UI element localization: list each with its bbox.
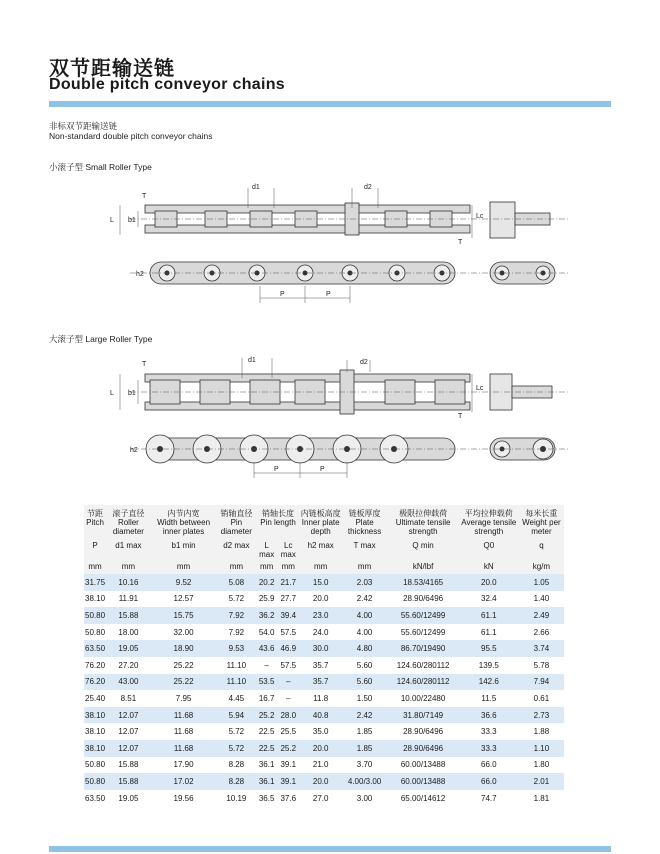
table-cell: 28.0: [277, 707, 300, 724]
table-cell: 25.22: [151, 657, 217, 674]
table-cell: 43.6: [256, 640, 277, 657]
unit-t: mm: [342, 560, 388, 574]
table-cell: 7.92: [216, 624, 256, 641]
large-dim-d1: d1: [248, 357, 256, 364]
table-cell: 33.3: [459, 740, 519, 757]
table-cell: 20.0: [300, 773, 342, 790]
table-cell: 35.7: [300, 657, 342, 674]
table-cell: 31.80/7149: [387, 707, 458, 724]
table-cell: 39.1: [277, 757, 300, 774]
table-cell: 25.5: [277, 723, 300, 740]
table-cell: 1.80: [519, 757, 564, 774]
table-cell: 54.0: [256, 624, 277, 641]
table-cell: 11.8: [300, 690, 342, 707]
unit-p: mm: [84, 560, 106, 574]
page-title-cn: 双节距输送链: [49, 56, 175, 80]
table-cell: 22.5: [256, 740, 277, 757]
sym-q0: Q0: [459, 539, 519, 560]
small-dim-h2: h2: [136, 271, 144, 278]
table-cell: 63.50: [84, 790, 106, 807]
table-cell: 15.88: [106, 607, 151, 624]
unit-q0: kN: [459, 560, 519, 574]
table-cell: 11.68: [151, 723, 217, 740]
table-row: [84, 674, 564, 691]
table-cell: 21.7: [277, 574, 300, 591]
table-cell: 66.0: [459, 773, 519, 790]
large-dim-t-right: T: [458, 413, 463, 420]
large-dim-h2: h2: [130, 447, 138, 454]
table-cell: 11.68: [151, 740, 217, 757]
table-cell: 5.60: [342, 657, 388, 674]
table-cell: 17.02: [151, 773, 217, 790]
table-cell: 50.80: [84, 757, 106, 774]
table-row: [84, 757, 564, 774]
table-cell: 60.00/13488: [387, 757, 458, 774]
small-dim-l: L: [110, 217, 114, 224]
table-cell: 5.08: [216, 574, 256, 591]
large-roller-drawing: [100, 352, 580, 482]
table-cell: 25.2: [277, 740, 300, 757]
small-dim-d2: d2: [364, 184, 372, 191]
table-cell: 61.1: [459, 624, 519, 641]
col-plate-depth-header: 内链板高度 Inner plate depth: [300, 505, 342, 539]
sym-l: L max: [256, 539, 277, 560]
table-cell: 5.72: [216, 740, 256, 757]
table-cell: 40.8: [300, 707, 342, 724]
table-cell: 2.03: [342, 574, 388, 591]
table-cell: 33.3: [459, 723, 519, 740]
table-cell: 124.60/280112: [387, 657, 458, 674]
table-cell: 3.00: [342, 790, 388, 807]
table-cell: 36.1: [256, 773, 277, 790]
table-cell: –: [256, 657, 277, 674]
table-cell: 18.53/4165: [387, 574, 458, 591]
table-cell: 5.60: [342, 674, 388, 691]
table-cell: 28.90/6496: [387, 723, 458, 740]
sym-h2: h2 max: [300, 539, 342, 560]
table-cell: 63.50: [84, 640, 106, 657]
small-dim-p2: P: [326, 291, 331, 298]
spec-table-body: [84, 574, 564, 806]
table-cell: 27.20: [106, 657, 151, 674]
table-cell: 20.2: [256, 574, 277, 591]
table-cell: 3.70: [342, 757, 388, 774]
table-cell: 11.5: [459, 690, 519, 707]
table-cell: 22.5: [256, 723, 277, 740]
table-cell: 17.90: [151, 757, 217, 774]
large-dim-b1: b1: [128, 390, 136, 397]
table-cell: 5.94: [216, 707, 256, 724]
table-cell: 30.0: [300, 640, 342, 657]
table-row: [84, 773, 564, 790]
table-cell: –: [277, 674, 300, 691]
table-cell: 50.80: [84, 624, 106, 641]
table-cell: 18.00: [106, 624, 151, 641]
table-cell: 55.60/12499: [387, 624, 458, 641]
table-cell: 95.5: [459, 640, 519, 657]
table-cell: 66.0: [459, 757, 519, 774]
unit-d1: mm: [106, 560, 151, 574]
table-cell: 12.07: [106, 723, 151, 740]
large-dim-d2: d2: [360, 359, 368, 366]
table-cell: 4.00: [342, 607, 388, 624]
table-cell: 39.1: [277, 773, 300, 790]
table-cell: 2.66: [519, 624, 564, 641]
col-plate-thick-header: 链板厚度 Plate thickness: [342, 505, 388, 539]
table-cell: 57.5: [277, 624, 300, 641]
col-ats-header: 平均拉伸载荷 Average tensile strength: [459, 505, 519, 539]
table-cell: 21.0: [300, 757, 342, 774]
col-pitch-header: 节距 Pitch: [84, 505, 106, 539]
table-cell: 10.19: [216, 790, 256, 807]
table-cell: 36.1: [256, 757, 277, 774]
table-cell: 19.05: [106, 790, 151, 807]
table-cell: 1.85: [342, 723, 388, 740]
table-cell: 1.85: [342, 740, 388, 757]
table-cell: 27.7: [277, 591, 300, 608]
header-row-symbols: [84, 539, 564, 560]
table-cell: 28.90/6496: [387, 591, 458, 608]
table-cell: 10.00/22480: [387, 690, 458, 707]
spec-table: [84, 505, 564, 806]
table-cell: 60.00/13488: [387, 773, 458, 790]
sym-d1: d1 max: [106, 539, 151, 560]
table-cell: 61.1: [459, 607, 519, 624]
section-subtitle-en: Non-standard double pitch conveyor chains: [49, 131, 213, 141]
table-cell: 43.00: [106, 674, 151, 691]
table-cell: 8.51: [106, 690, 151, 707]
sym-d2: d2 max: [216, 539, 256, 560]
table-cell: 2.42: [342, 591, 388, 608]
table-cell: 65.00/14612: [387, 790, 458, 807]
footer-rule: [49, 846, 611, 852]
table-cell: 15.88: [106, 757, 151, 774]
table-row: [84, 723, 564, 740]
table-cell: 11.10: [216, 674, 256, 691]
table-cell: 12.57: [151, 591, 217, 608]
table-cell: 25.40: [84, 690, 106, 707]
table-row: [84, 707, 564, 724]
table-row: [84, 591, 564, 608]
table-cell: 11.91: [106, 591, 151, 608]
header-row-names: [84, 505, 564, 539]
table-cell: 35.0: [300, 723, 342, 740]
table-cell: 20.0: [459, 574, 519, 591]
table-cell: 23.0: [300, 607, 342, 624]
col-uts-header: 极限拉伸载荷 Ultimate tensile strength: [387, 505, 458, 539]
table-cell: 12.07: [106, 740, 151, 757]
table-cell: 76.20: [84, 674, 106, 691]
table-cell: 55.60/12499: [387, 607, 458, 624]
table-cell: 57.5: [277, 657, 300, 674]
table-row: [84, 690, 564, 707]
table-cell: 28.90/6496: [387, 740, 458, 757]
unit-h2: mm: [300, 560, 342, 574]
table-row: [84, 790, 564, 807]
table-cell: 18.90: [151, 640, 217, 657]
table-cell: 139.5: [459, 657, 519, 674]
table-cell: –: [277, 690, 300, 707]
table-cell: 38.10: [84, 723, 106, 740]
sym-t: T max: [342, 539, 388, 560]
table-cell: 37.6: [277, 790, 300, 807]
col-weight-header: 每米长重 Weight per meter: [519, 505, 564, 539]
table-cell: 7.95: [151, 690, 217, 707]
sym-q: Q min: [387, 539, 458, 560]
large-dim-p1: P: [274, 466, 279, 473]
table-row: [84, 657, 564, 674]
table-cell: 76.20: [84, 657, 106, 674]
sym-b1: b1 min: [151, 539, 217, 560]
table-cell: 36.2: [256, 607, 277, 624]
col-roller-header: 滚子直径 Roller diameter: [106, 505, 151, 539]
table-cell: 7.92: [216, 607, 256, 624]
table-cell: 8.28: [216, 757, 256, 774]
table-cell: 24.0: [300, 624, 342, 641]
table-cell: 20.0: [300, 591, 342, 608]
section-subtitle-cn: 非标双节距输送链: [49, 121, 118, 131]
table-cell: 2.49: [519, 607, 564, 624]
table-cell: 142.6: [459, 674, 519, 691]
table-cell: 39.4: [277, 607, 300, 624]
large-dim-p2: P: [320, 466, 325, 473]
table-row: [84, 607, 564, 624]
table-cell: 4.45: [216, 690, 256, 707]
header-rule: [49, 101, 611, 107]
table-cell: 46.9: [277, 640, 300, 657]
large-dim-t-left: T: [142, 361, 147, 368]
table-cell: 9.53: [216, 640, 256, 657]
small-dim-t-right: T: [458, 239, 463, 246]
header-row-units: [84, 560, 564, 574]
table-cell: 1.10: [519, 740, 564, 757]
table-cell: 10.16: [106, 574, 151, 591]
table-row: [84, 640, 564, 657]
table-cell: 4.00: [342, 624, 388, 641]
table-cell: 53.5: [256, 674, 277, 691]
unit-weight: kg/m: [519, 560, 564, 574]
table-cell: 19.05: [106, 640, 151, 657]
col-pin-dia-header: 销轴直径 Pin diameter: [216, 505, 256, 539]
table-cell: 12.07: [106, 707, 151, 724]
table-cell: 15.75: [151, 607, 217, 624]
table-cell: 2.42: [342, 707, 388, 724]
table-cell: 1.50: [342, 690, 388, 707]
table-cell: 5.78: [519, 657, 564, 674]
table-cell: 5.72: [216, 591, 256, 608]
unit-b1: mm: [151, 560, 217, 574]
table-cell: 38.10: [84, 591, 106, 608]
large-dim-lc: Lc: [476, 385, 484, 392]
table-cell: 25.22: [151, 674, 217, 691]
table-cell: 1.40: [519, 591, 564, 608]
small-dim-p1: P: [280, 291, 285, 298]
table-cell: 2.01: [519, 773, 564, 790]
sym-weight: q: [519, 539, 564, 560]
table-cell: 15.88: [106, 773, 151, 790]
page-title-en: Double pitch conveyor chains: [49, 76, 286, 93]
table-cell: 9.52: [151, 574, 217, 591]
unit-l: mm: [256, 560, 277, 574]
sym-lc: Lc max: [277, 539, 300, 560]
large-roller-label: 大滚子型 Large Roller Type: [49, 334, 153, 344]
table-cell: 74.7: [459, 790, 519, 807]
table-cell: 36.5: [256, 790, 277, 807]
table-cell: 50.80: [84, 773, 106, 790]
table-cell: 36.6: [459, 707, 519, 724]
large-dim-l: L: [110, 390, 114, 397]
table-cell: 32.00: [151, 624, 217, 641]
table-cell: 4.00/3.00: [342, 773, 388, 790]
table-cell: 25.9: [256, 591, 277, 608]
table-cell: 2.73: [519, 707, 564, 724]
small-dim-t-left: T: [142, 193, 147, 200]
table-cell: 0.61: [519, 690, 564, 707]
table-cell: 1.88: [519, 723, 564, 740]
unit-q: kN/lbf: [387, 560, 458, 574]
table-cell: 25.2: [256, 707, 277, 724]
small-dim-lc: Lc: [476, 213, 484, 220]
table-cell: 31.75: [84, 574, 106, 591]
table-cell: 8.28: [216, 773, 256, 790]
table-cell: 20.0: [300, 740, 342, 757]
table-cell: 124.60/280112: [387, 674, 458, 691]
col-pin-length-header: 销轴长度 Pin length: [256, 505, 299, 539]
table-cell: 1.81: [519, 790, 564, 807]
table-cell: 19.56: [151, 790, 217, 807]
table-cell: 15.0: [300, 574, 342, 591]
small-dim-b1: b1: [128, 217, 136, 224]
col-width-header: 内节内宽 Width between inner plates: [151, 505, 217, 539]
table-cell: 86.70/19490: [387, 640, 458, 657]
table-cell: 4.80: [342, 640, 388, 657]
small-dim-d1: d1: [252, 184, 260, 191]
table-cell: 1.05: [519, 574, 564, 591]
small-roller-drawing: [100, 178, 580, 308]
sym-p: P: [84, 539, 106, 560]
table-cell: 38.10: [84, 707, 106, 724]
table-cell: 35.7: [300, 674, 342, 691]
table-cell: 7.94: [519, 674, 564, 691]
table-cell: 32.4: [459, 591, 519, 608]
table-cell: 27.0: [300, 790, 342, 807]
table-cell: 5.72: [216, 723, 256, 740]
table-row: [84, 624, 564, 641]
table-cell: 50.80: [84, 607, 106, 624]
table-cell: 3.74: [519, 640, 564, 657]
table-cell: 16.7: [256, 690, 277, 707]
unit-d2: mm: [216, 560, 256, 574]
table-cell: 38.10: [84, 740, 106, 757]
small-roller-label: 小滚子型 Small Roller Type: [49, 162, 152, 172]
table-cell: 11.10: [216, 657, 256, 674]
unit-lc: mm: [277, 560, 300, 574]
table-row: [84, 574, 564, 591]
table-row: [84, 740, 564, 757]
table-cell: 11.68: [151, 707, 217, 724]
